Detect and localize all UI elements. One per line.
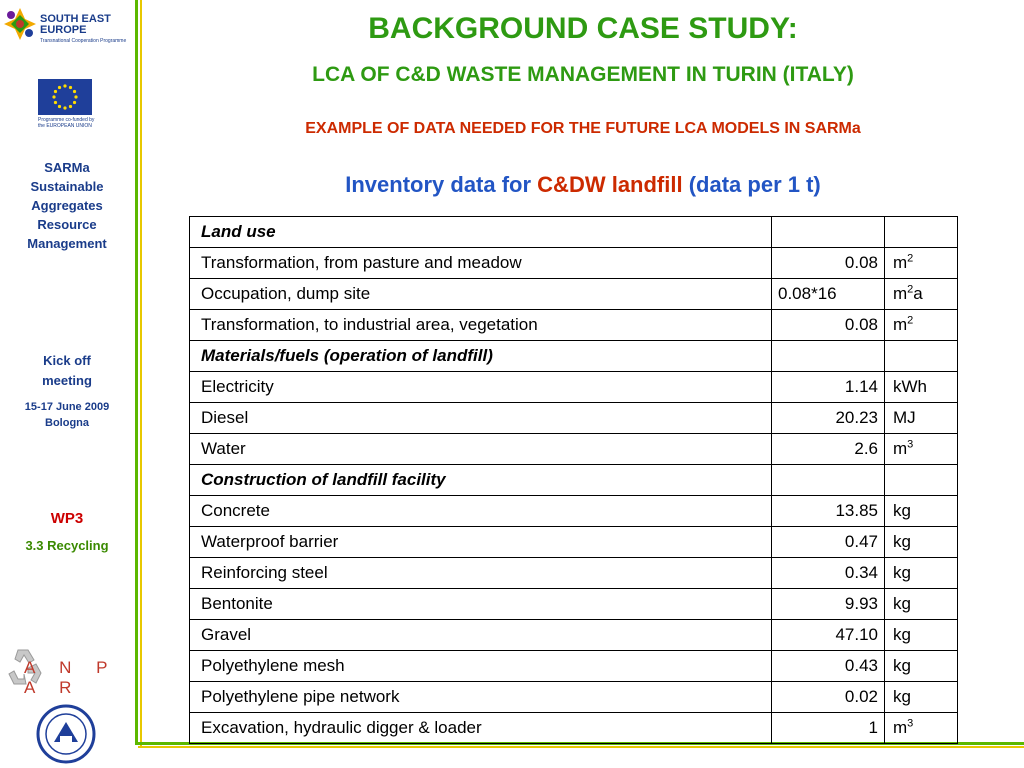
eu-star-icon xyxy=(73,90,76,93)
unit-base: m xyxy=(893,439,908,458)
row-value xyxy=(772,341,885,372)
row-value: 9.93 xyxy=(772,589,885,620)
eu-star-icon xyxy=(58,86,61,89)
unit-exponent: 2 xyxy=(907,314,914,327)
unit-base: m xyxy=(893,315,908,334)
unit-base: m xyxy=(893,253,908,272)
eu-caption: Programme co-funded by the EUROPEAN UNION xyxy=(38,117,95,129)
eu-star-icon xyxy=(69,86,72,89)
unit-base: MJ xyxy=(893,408,916,427)
unit-base: kg xyxy=(893,563,911,582)
row-unit xyxy=(885,496,958,527)
row-unit xyxy=(885,217,958,248)
eu-star-icon xyxy=(58,105,61,108)
eu-star-icon xyxy=(69,105,72,108)
eu-star-icon xyxy=(54,101,57,104)
see-logo-subtitle: Transnational Cooperation Programme xyxy=(40,38,127,44)
sidebar-divider xyxy=(135,0,138,745)
table-row xyxy=(190,527,958,558)
row-unit xyxy=(885,527,958,558)
unit-exponent: 2 xyxy=(907,283,914,296)
row-unit xyxy=(885,434,958,465)
row-value: 0.47 xyxy=(772,527,885,558)
row-label: Occupation, dump site xyxy=(190,279,772,310)
row-label: Excavation, hydraulic digger & loader xyxy=(190,713,772,744)
row-label: Diesel xyxy=(190,403,772,434)
row-value: 0.43 xyxy=(772,651,885,682)
eu-star-icon xyxy=(54,90,57,93)
table-row xyxy=(190,589,958,620)
row-unit xyxy=(885,651,958,682)
row-unit xyxy=(885,310,958,341)
row-value: 13.85 xyxy=(772,496,885,527)
row-unit xyxy=(885,682,958,713)
unit-exponent: 3 xyxy=(907,717,914,730)
slide-subtitle: LCA OF C&D WASTE MANAGEMENT IN TURIN (ITALY) xyxy=(312,63,854,86)
see-logo-text: SOUTH EAST EUROPE xyxy=(40,13,111,36)
meeting-label: Kick off meeting xyxy=(42,353,92,388)
row-unit xyxy=(885,465,958,496)
table-row xyxy=(190,372,958,403)
row-value: 0.08 xyxy=(772,248,885,279)
table-row xyxy=(190,279,958,310)
table-row xyxy=(190,496,958,527)
table-row xyxy=(190,310,958,341)
table-row xyxy=(190,248,958,279)
row-label: Polyethylene mesh xyxy=(190,651,772,682)
bottom-divider-accent xyxy=(138,746,1024,748)
sidebar-divider-accent xyxy=(140,0,142,748)
unit-base: kg xyxy=(893,501,911,520)
unit-exponent: 3 xyxy=(907,438,914,451)
project-name: SARMa Sustainable Aggregates Resource Management xyxy=(27,160,107,251)
table-row xyxy=(190,651,958,682)
table-section-row xyxy=(190,341,958,372)
table-row xyxy=(190,682,958,713)
unit-base: kg xyxy=(893,532,911,551)
table-section-row xyxy=(190,465,958,496)
unit-base: kg xyxy=(893,594,911,613)
inventory-heading xyxy=(142,172,1024,198)
row-value: 0.34 xyxy=(772,558,885,589)
work-package: WP3 xyxy=(50,510,84,527)
sidebar xyxy=(0,0,134,768)
table-section-row xyxy=(190,217,958,248)
unit-base: m xyxy=(893,284,908,303)
row-value: 0.08*16 xyxy=(772,279,885,310)
row-label: Concrete xyxy=(190,496,772,527)
inventory-prefix: Inventory data for xyxy=(345,172,538,197)
row-value: 47.10 xyxy=(772,620,885,651)
eu-star-icon xyxy=(73,101,76,104)
unit-base: kWh xyxy=(893,377,927,396)
slide-example-heading: EXAMPLE OF DATA NEEDED FOR THE FUTURE LCA MODELS IN SARMa xyxy=(305,120,861,137)
row-label: Materials/fuels (operation of landfill) xyxy=(190,341,772,372)
row-value: 2.6 xyxy=(772,434,885,465)
row-value xyxy=(772,465,885,496)
row-label: Electricity xyxy=(190,372,772,403)
politecnico-torino-seal xyxy=(36,704,96,764)
slide-title: BACKGROUND CASE STUDY: xyxy=(368,12,798,45)
inventory-table xyxy=(189,216,958,744)
row-unit xyxy=(885,248,958,279)
row-value: 1.14 xyxy=(772,372,885,403)
table-row xyxy=(190,434,958,465)
unit-base: kg xyxy=(893,625,911,644)
table-row xyxy=(190,403,958,434)
unit-exponent: 2 xyxy=(907,252,914,265)
table-row xyxy=(190,713,958,744)
row-label: Reinforcing steel xyxy=(190,558,772,589)
row-unit xyxy=(885,558,958,589)
inventory-highlight: C&DW landfill xyxy=(537,172,683,197)
unit-base: kg xyxy=(893,687,911,706)
row-unit xyxy=(885,589,958,620)
eu-star-icon xyxy=(74,95,77,98)
row-label: Waterproof barrier xyxy=(190,527,772,558)
row-value: 0.08 xyxy=(772,310,885,341)
unit-base: m xyxy=(893,718,908,737)
table-row xyxy=(190,620,958,651)
row-label: Water xyxy=(190,434,772,465)
row-value: 1 xyxy=(772,713,885,744)
row-label: Transformation, to industrial area, vegetation xyxy=(190,310,772,341)
eu-flag-icon xyxy=(38,79,92,115)
row-value: 20.23 xyxy=(772,403,885,434)
row-unit xyxy=(885,341,958,372)
row-label: Gravel xyxy=(190,620,772,651)
eu-star-icon xyxy=(52,95,55,98)
row-label: Bentonite xyxy=(190,589,772,620)
row-unit xyxy=(885,620,958,651)
row-unit xyxy=(885,713,958,744)
row-value xyxy=(772,217,885,248)
anpar-logo-text: A N P A R xyxy=(24,658,118,697)
table-row xyxy=(190,558,958,589)
row-label: Construction of landfill facility xyxy=(190,465,772,496)
row-label: Land use xyxy=(190,217,772,248)
row-label: Polyethylene pipe network xyxy=(190,682,772,713)
row-unit xyxy=(885,403,958,434)
row-label: Transformation, from pasture and meadow xyxy=(190,248,772,279)
unit-base: kg xyxy=(893,656,911,675)
eu-star-icon xyxy=(63,84,66,87)
unit-suffix: a xyxy=(913,284,923,303)
inventory-suffix: (data per 1 t) xyxy=(682,172,821,197)
meeting-dates: 15-17 June 2009 Bologna xyxy=(24,401,110,429)
row-unit xyxy=(885,279,958,310)
eu-star-icon xyxy=(63,106,66,109)
row-value: 0.02 xyxy=(772,682,885,713)
work-package-subtitle: 3.3 Recycling xyxy=(25,538,109,553)
row-unit xyxy=(885,372,958,403)
